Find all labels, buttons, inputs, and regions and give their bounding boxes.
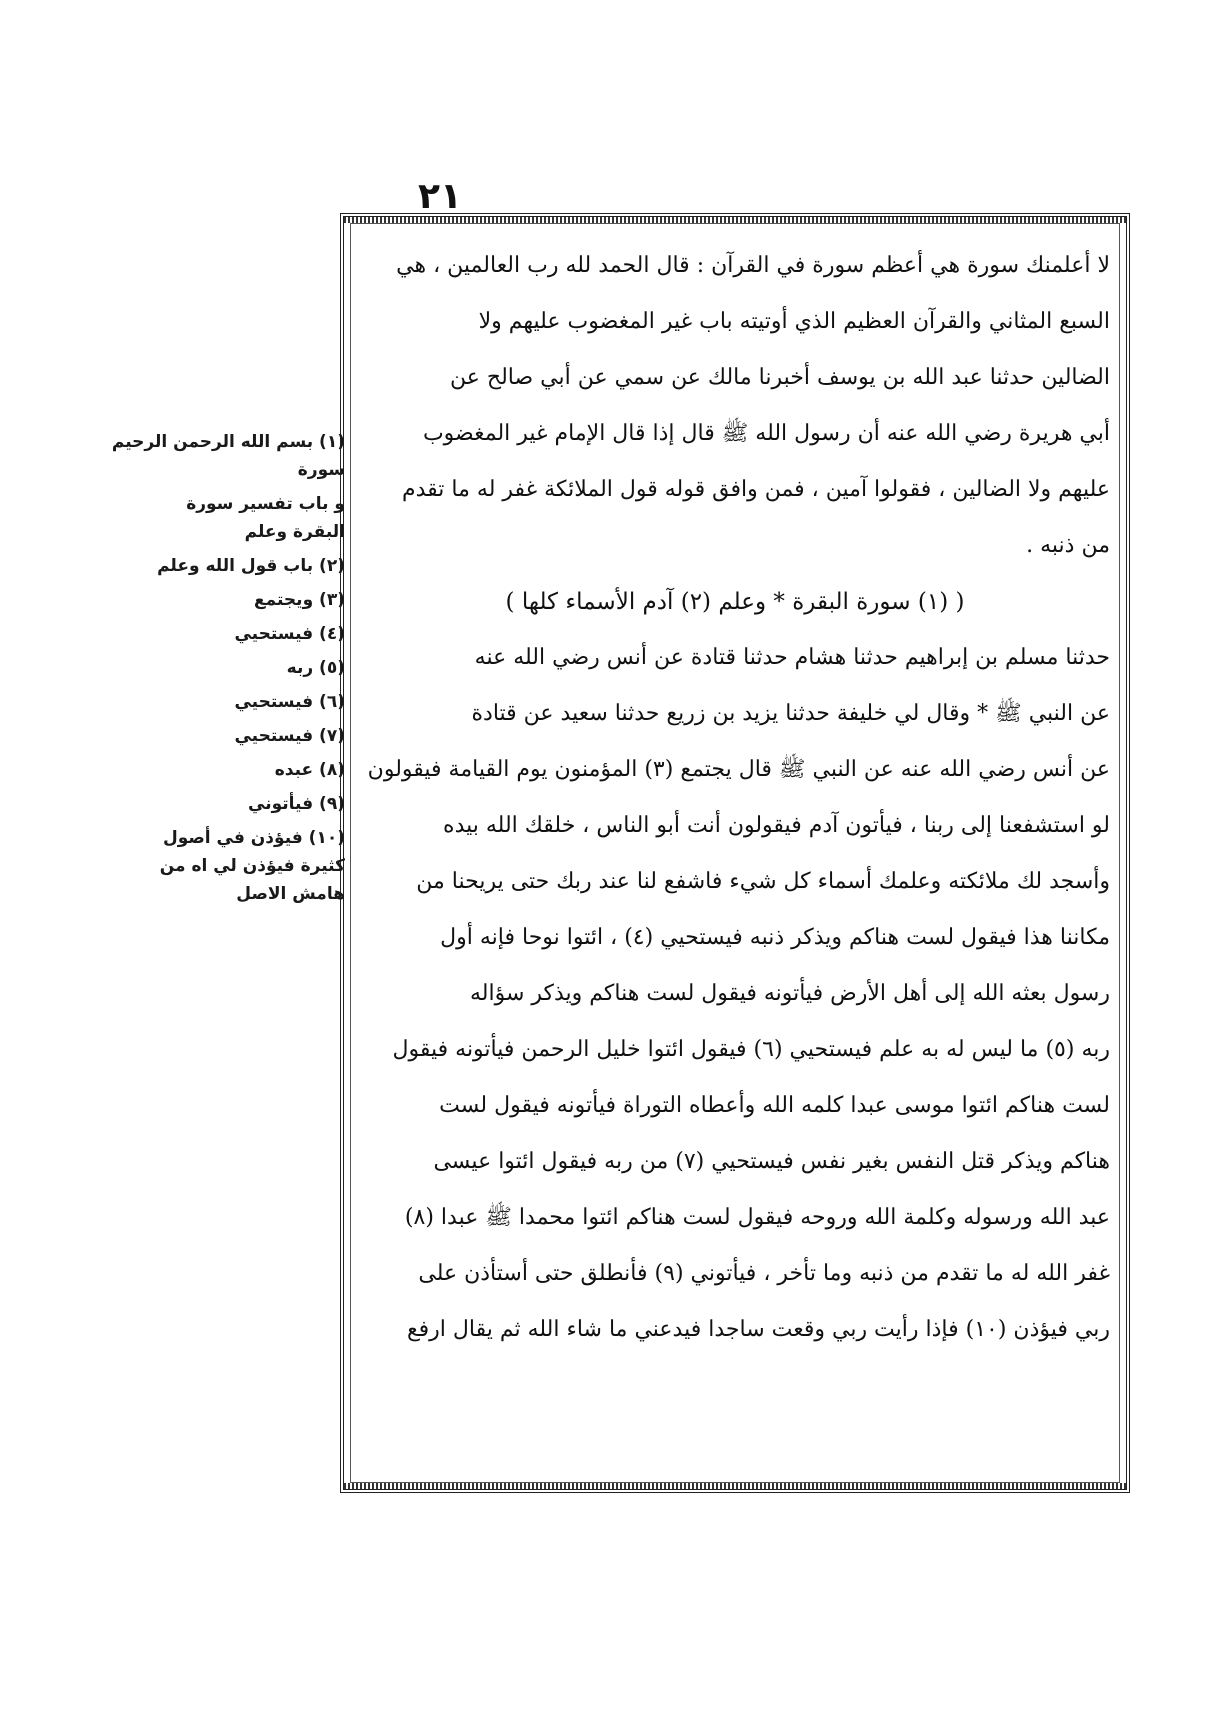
- text-line: مكاننا هذا فيقول لست هناكم ويذكر ذنبه فيستحيي (٤) ، ائتوا نوحا فإنه أول: [440, 925, 1110, 950]
- margin-note: (٨) عبده: [274, 760, 345, 780]
- page-number: ٢١: [418, 176, 462, 217]
- margin-note: (٣) ويجتمع: [253, 590, 345, 610]
- margin-note: (٦) فيستحيي: [234, 692, 345, 712]
- margin-note: البقرة وعلم: [244, 522, 345, 542]
- margin-notes: [111, 428, 345, 908]
- text-line: غفر الله له ما تقدم من ذنبه وما تأخر ، فيأتوني (٩) فأنطلق حتى أستأذن على: [418, 1261, 1110, 1286]
- margin-note: و باب تفسير سورة: [186, 494, 345, 514]
- text-line: عن النبي ﷺ * وقال لي خليفة حدثنا يزيد بن زريع حدثنا سعيد عن قتادة: [471, 701, 1110, 726]
- margin-note: (٤) فيستحيي: [234, 624, 345, 644]
- margin-note: (١) بسم الله الرحمن الرحيم: [111, 432, 345, 452]
- margin-note: (٧) فيستحيي: [234, 726, 345, 746]
- text-line: عبد الله ورسوله وكلمة الله وروحه فيقول لست هناكم ائتوا محمدا ﷺ عبدا (٨): [404, 1205, 1110, 1230]
- text-line: ربي فيؤذن (١٠) فإذا رأيت ربي وقعت ساجدا فيدعني ما شاء الله ثم يقال ارفع: [406, 1317, 1110, 1342]
- margin-note: (١٠) فيؤذن في أصول: [162, 828, 345, 848]
- text-line: رسول بعثه الله إلى أهل الأرض فيأتونه فيقول لست هناكم ويذكر سؤاله: [469, 981, 1110, 1006]
- text-line: السبع المثاني والقرآن العظيم الذي أوتيته باب غير المغضوب عليهم ولا: [478, 309, 1110, 334]
- text-line: من ذنبه .: [1026, 533, 1110, 558]
- text-line: هناكم ويذكر قتل النفس بغير نفس فيستحيي (٧) من ربه فيقول ائتوا عيسى: [433, 1149, 1110, 1174]
- text-line: حدثنا مسلم بن إبراهيم حدثنا هشام حدثنا قتادة عن أنس رضي الله عنه: [474, 645, 1110, 670]
- text-line: وأسجد لك ملائكته وعلمك أسماء كل شيء فاشفع لنا عند ربك حتى يريحنا من: [416, 869, 1110, 894]
- chapter-heading: ( (١) سورة البقرة * وعلم (٢) آدم الأسماء كلها ): [505, 589, 965, 615]
- margin-note: (٩) فيأتوني: [248, 794, 345, 814]
- frame-bottom-ornament: [344, 1483, 1126, 1489]
- margin-note: سورة: [297, 460, 345, 480]
- text-line: لو استشفعنا إلى ربنا ، فيأتون آدم فيقولون أنت أبو الناس ، خلقك الله بيده: [443, 813, 1110, 838]
- main-text: [360, 238, 1110, 1358]
- text-line: عليهم ولا الضالين ، فقولوا آمين ، فمن وافق قوله قول الملائكة غفر له ما تقدم: [402, 477, 1110, 502]
- margin-note: (٥) ربه: [286, 658, 345, 678]
- text-line: لست هناكم ائتوا موسى عبدا كلمه الله وأعطاه التوراة فيأتونه فيقول لست: [439, 1093, 1110, 1118]
- margin-note: هامش الاصل: [236, 884, 345, 904]
- text-line: ربه (٥) ما ليس له به علم فيستحيي (٦) فيقول ائتوا خليل الرحمن فيأتونه فيقول: [392, 1037, 1110, 1062]
- text-line: الضالين حدثنا عبد الله بن يوسف أخبرنا مالك عن سمي عن أبي صالح عن: [450, 365, 1110, 390]
- margin-note: (٢) باب قول الله وعلم: [157, 556, 345, 576]
- text-line: أبي هريرة رضي الله عنه أن رسول الله ﷺ قال إذا قال الإمام غير المغضوب: [422, 421, 1110, 446]
- text-line: عن أنس رضي الله عنه عن النبي ﷺ قال يجتمع (٣) المؤمنون يوم القيامة فيقولون: [367, 757, 1110, 782]
- margin-note: كثيرة فيؤذن لي اه من: [159, 856, 345, 876]
- text-line: لا أعلمنك سورة هي أعظم سورة في القرآن : قال الحمد لله رب العالمين ، هي: [396, 253, 1110, 278]
